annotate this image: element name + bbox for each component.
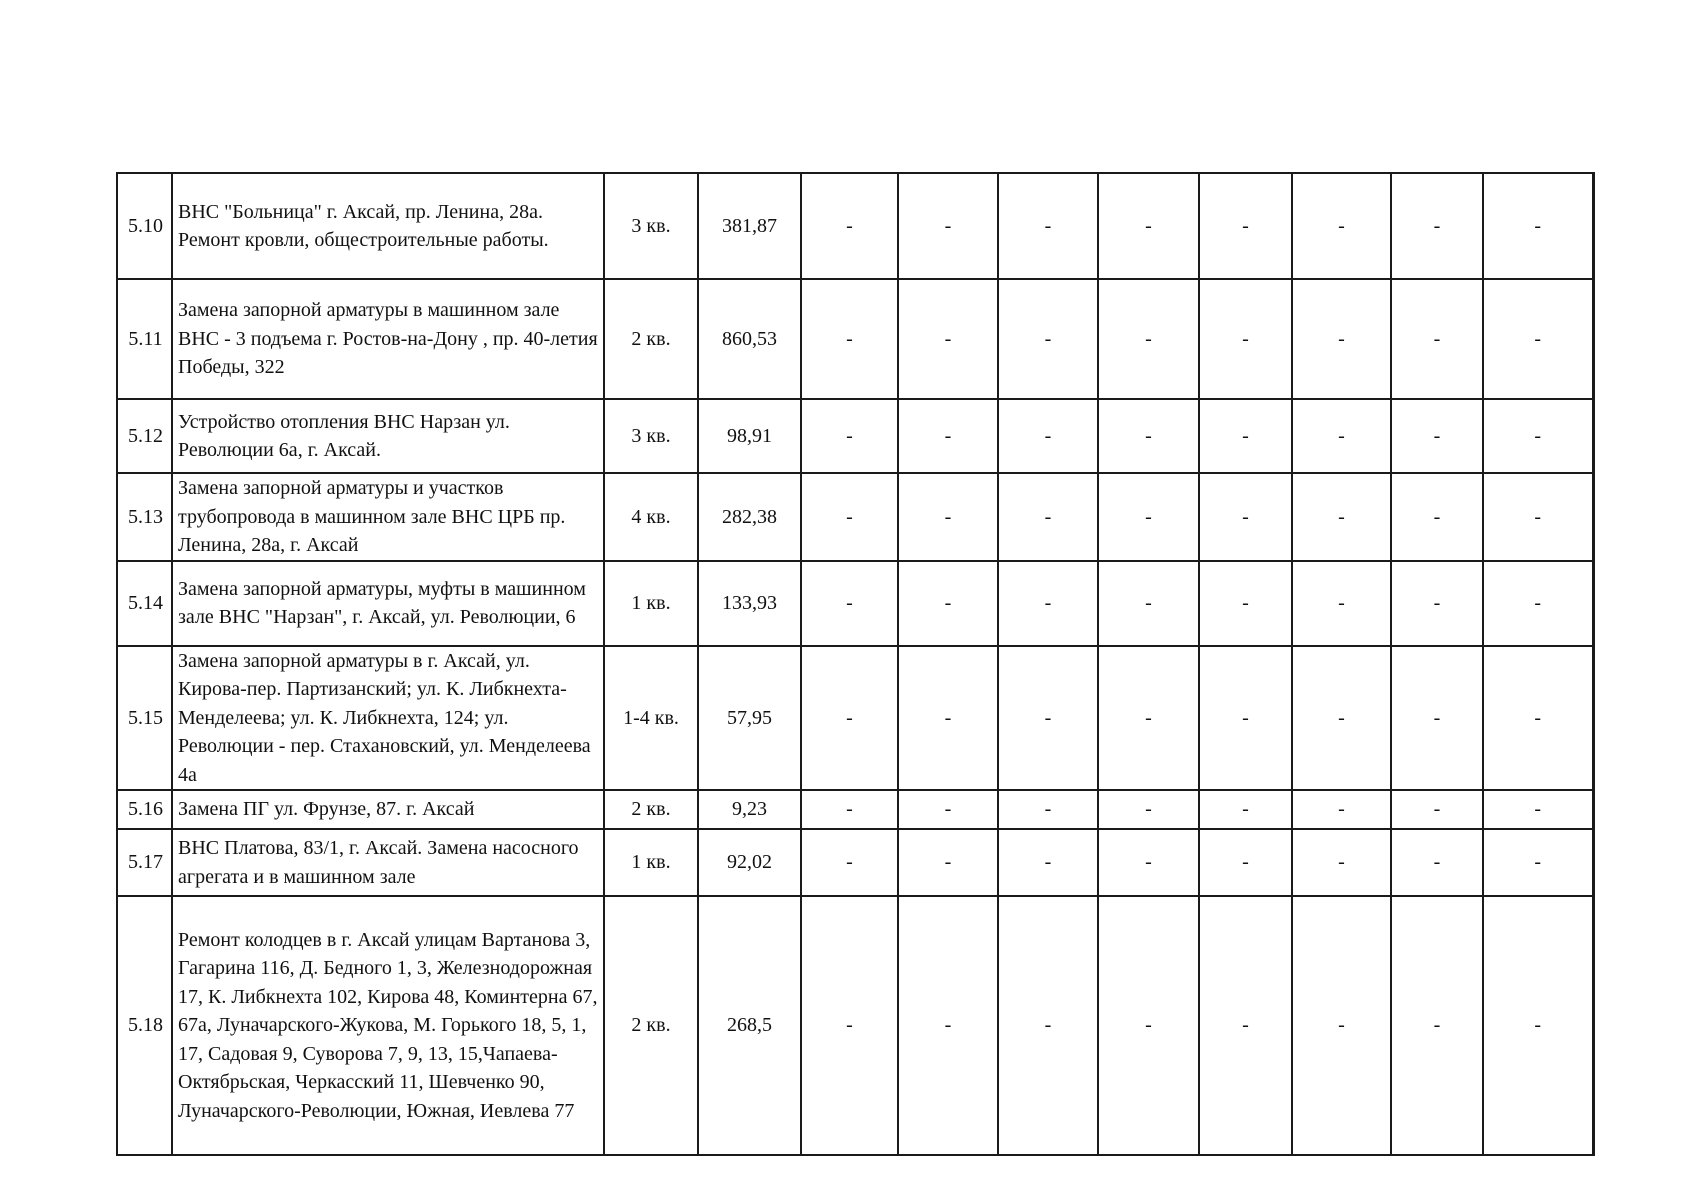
quarter-cell: 2 кв. xyxy=(604,790,698,829)
empty-value-cell: - xyxy=(1483,790,1593,829)
work-description: Ремонт колодцев в г. Аксай улицам Вартанова 3, Гагарина 116, Д. Бедного 1, 3, Железнодорожная 17, К. Либкнехта 102, Кирова 48, Коминтерна 67, 67а, Луначарского-Жукова, М. Горького 18, 5, 1, 17, Садовая 9, Суворова 7, 9, 13, 15,Чапаева-Октябрьская, Черкасский 11, Шевченко 90, Луначарского-Революции, Южная, Иевлева 77 xyxy=(172,896,604,1155)
amount-cell: 9,23 xyxy=(698,790,801,829)
table-row xyxy=(117,829,1593,896)
empty-value-cell: - xyxy=(998,790,1098,829)
empty-value-cell: - xyxy=(1483,173,1593,279)
work-description: Устройство отопления ВНС Нарзан ул. Революции 6а, г. Аксай. xyxy=(172,399,604,473)
empty-value-cell: - xyxy=(1292,646,1391,791)
empty-value-cell: - xyxy=(898,646,998,791)
empty-value-cell: - xyxy=(801,561,898,646)
quarter-cell: 4 кв. xyxy=(604,473,698,561)
quarter-cell: 1-4 кв. xyxy=(604,646,698,791)
row-number: 5.18 xyxy=(117,896,172,1155)
quarter-cell: 2 кв. xyxy=(604,896,698,1155)
empty-value-cell: - xyxy=(1483,473,1593,561)
empty-value-cell: - xyxy=(1292,473,1391,561)
empty-value-cell: - xyxy=(1098,473,1199,561)
empty-value-cell: - xyxy=(898,561,998,646)
empty-value-cell: - xyxy=(1098,829,1199,896)
empty-value-cell: - xyxy=(998,896,1098,1155)
empty-value-cell: - xyxy=(1098,561,1199,646)
empty-value-cell: - xyxy=(1483,279,1593,399)
empty-value-cell: - xyxy=(1483,896,1593,1155)
empty-value-cell: - xyxy=(1292,561,1391,646)
amount-cell: 860,53 xyxy=(698,279,801,399)
table-row xyxy=(117,173,1593,279)
empty-value-cell: - xyxy=(1391,279,1483,399)
empty-value-cell: - xyxy=(801,473,898,561)
empty-value-cell: - xyxy=(1292,279,1391,399)
amount-cell: 133,93 xyxy=(698,561,801,646)
empty-value-cell: - xyxy=(898,829,998,896)
empty-value-cell: - xyxy=(1292,790,1391,829)
empty-value-cell: - xyxy=(898,896,998,1155)
empty-value-cell: - xyxy=(1199,829,1292,896)
empty-value-cell: - xyxy=(898,473,998,561)
work-plan-table xyxy=(116,172,1595,1156)
row-number: 5.10 xyxy=(117,173,172,279)
row-number: 5.17 xyxy=(117,829,172,896)
table-row xyxy=(117,561,1593,646)
empty-value-cell: - xyxy=(1483,646,1593,791)
empty-value-cell: - xyxy=(1199,279,1292,399)
empty-value-cell: - xyxy=(801,646,898,791)
empty-value-cell: - xyxy=(1098,896,1199,1155)
empty-value-cell: - xyxy=(1199,646,1292,791)
quarter-cell: 2 кв. xyxy=(604,279,698,399)
empty-value-cell: - xyxy=(1391,896,1483,1155)
work-description: Замена ПГ ул. Фрунзе, 87. г. Аксай xyxy=(172,790,604,829)
amount-cell: 381,87 xyxy=(698,173,801,279)
empty-value-cell: - xyxy=(1391,829,1483,896)
empty-value-cell: - xyxy=(1483,399,1593,473)
empty-value-cell: - xyxy=(898,790,998,829)
empty-value-cell: - xyxy=(801,279,898,399)
table-row xyxy=(117,279,1593,399)
quarter-cell: 1 кв. xyxy=(604,829,698,896)
empty-value-cell: - xyxy=(801,896,898,1155)
empty-value-cell: - xyxy=(1292,173,1391,279)
table-row xyxy=(117,473,1593,561)
amount-cell: 268,5 xyxy=(698,896,801,1155)
work-description: Замена запорной арматуры в г. Аксай, ул. Кирова-пер. Партизанский; ул. К. Либкнехта-Менделеева; ул. К. Либкнехта, 124; ул. Революции - пер. Стахановский, ул. Менделеева 4а xyxy=(172,646,604,791)
row-number: 5.11 xyxy=(117,279,172,399)
empty-value-cell: - xyxy=(998,829,1098,896)
table-row xyxy=(117,646,1593,791)
table-row xyxy=(117,790,1593,829)
quarter-cell: 3 кв. xyxy=(604,399,698,473)
empty-value-cell: - xyxy=(998,561,1098,646)
work-description: ВНС Платова, 83/1, г. Аксай. Замена насосного агрегата и в машинном зале xyxy=(172,829,604,896)
empty-value-cell: - xyxy=(898,399,998,473)
row-number: 5.16 xyxy=(117,790,172,829)
empty-value-cell: - xyxy=(998,646,1098,791)
empty-value-cell: - xyxy=(801,399,898,473)
row-number: 5.13 xyxy=(117,473,172,561)
empty-value-cell: - xyxy=(1098,173,1199,279)
table-row xyxy=(117,896,1593,1155)
table-body xyxy=(117,173,1593,1155)
empty-value-cell: - xyxy=(1391,646,1483,791)
empty-value-cell: - xyxy=(1483,561,1593,646)
empty-value-cell: - xyxy=(801,829,898,896)
empty-value-cell: - xyxy=(1199,790,1292,829)
amount-cell: 57,95 xyxy=(698,646,801,791)
empty-value-cell: - xyxy=(1098,399,1199,473)
empty-value-cell: - xyxy=(1199,561,1292,646)
quarter-cell: 3 кв. xyxy=(604,173,698,279)
empty-value-cell: - xyxy=(1391,173,1483,279)
empty-value-cell: - xyxy=(998,279,1098,399)
empty-value-cell: - xyxy=(998,473,1098,561)
quarter-cell: 1 кв. xyxy=(604,561,698,646)
empty-value-cell: - xyxy=(1199,473,1292,561)
empty-value-cell: - xyxy=(1292,399,1391,473)
row-number: 5.14 xyxy=(117,561,172,646)
empty-value-cell: - xyxy=(898,279,998,399)
empty-value-cell: - xyxy=(1199,896,1292,1155)
empty-value-cell: - xyxy=(1292,896,1391,1155)
amount-cell: 282,38 xyxy=(698,473,801,561)
empty-value-cell: - xyxy=(801,173,898,279)
work-description: Замена запорной арматуры, муфты в машинном зале ВНС "Нарзан", г. Аксай, ул. Революции, 6 xyxy=(172,561,604,646)
row-number: 5.12 xyxy=(117,399,172,473)
empty-value-cell: - xyxy=(1391,561,1483,646)
empty-value-cell: - xyxy=(1199,399,1292,473)
empty-value-cell: - xyxy=(1391,399,1483,473)
work-description: Замена запорной арматуры в машинном зале ВНС - 3 подъема г. Ростов-на-Дону , пр. 40-летия Победы, 322 xyxy=(172,279,604,399)
empty-value-cell: - xyxy=(898,173,998,279)
amount-cell: 98,91 xyxy=(698,399,801,473)
empty-value-cell: - xyxy=(1098,646,1199,791)
empty-value-cell: - xyxy=(1098,279,1199,399)
work-description: ВНС "Больница" г. Аксай, пр. Ленина, 28а. Ремонт кровли, общестроительные работы. xyxy=(172,173,604,279)
empty-value-cell: - xyxy=(1391,790,1483,829)
empty-value-cell: - xyxy=(1292,829,1391,896)
empty-value-cell: - xyxy=(1391,473,1483,561)
row-number: 5.15 xyxy=(117,646,172,791)
amount-cell: 92,02 xyxy=(698,829,801,896)
empty-value-cell: - xyxy=(998,173,1098,279)
table-row xyxy=(117,399,1593,473)
work-description: Замена запорной арматуры и участков трубопровода в машинном зале ВНС ЦРБ пр. Ленина, 28а, г. Аксай xyxy=(172,473,604,561)
empty-value-cell: - xyxy=(801,790,898,829)
empty-value-cell: - xyxy=(1483,829,1593,896)
empty-value-cell: - xyxy=(1098,790,1199,829)
empty-value-cell: - xyxy=(998,399,1098,473)
empty-value-cell: - xyxy=(1199,173,1292,279)
